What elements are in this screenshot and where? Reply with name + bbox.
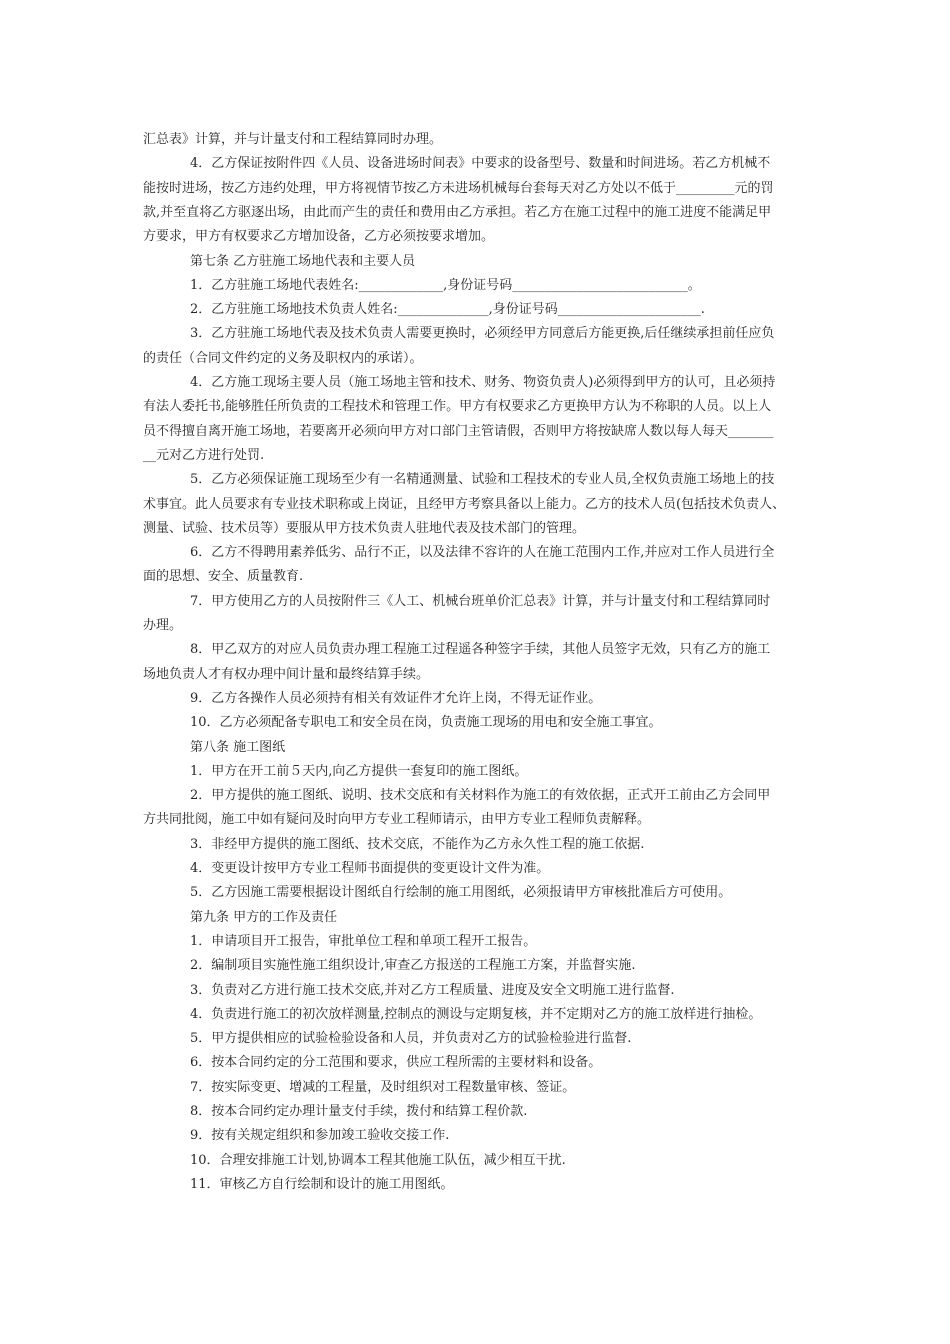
text-line: 4．变更设计按甲方专业工程师书面提供的变更设计文件为准。 <box>190 861 550 876</box>
text-line: 8．甲乙双方的对应人员负责办理工程施工过程遥各种签字手续，其他人员签字无效，只有乙方的施工 <box>190 642 771 657</box>
text-line: 7．按实际变更、增减的工程量，及时组织对工程数量审核、签证。 <box>190 1080 576 1095</box>
text-line: 能按时进场，按乙方违约处理，甲方将视情节按乙方未进场机械每台套每天对乙方处以不低于_________元的罚 <box>143 181 774 196</box>
text-line: 6．按本合同约定的分工范围和要求，供应工程所需的主要材料和设备。 <box>190 1055 602 1070</box>
text-line: 汇总表》计算，并与计量支付和工程结算同时办理。 <box>143 132 443 147</box>
text-line: 5．乙方必须保证施工现场至少有一名精通测量、试验和工程技术的专业人员,全权负责施工场地上的技 <box>190 472 775 487</box>
text-line: 4．乙方保证按附件四《人员、设备进场时间表》中要求的设备型号、数量和时间进场。若乙方机械不 <box>190 156 771 171</box>
text-line: 有法人委托书,能够胜任所负责的工程技术和管理工作。甲方有权要求乙方更换甲方认为不称职的人员。以上人 <box>143 399 772 414</box>
text-line: 第九条 甲方的工作及责任 <box>190 910 338 925</box>
text-line: 的责任（合同文件约定的义务及职权内的承诺）。 <box>143 351 423 366</box>
text-line: __元对乙方进行处罚. <box>143 448 265 463</box>
text-line: 2．甲方提供的施工图纸、说明、技术交底和有关材料作为施工的有效依据，正式开工前由乙方会同甲 <box>190 788 771 803</box>
text-line: 4．负责进行施工的初次放样测量,控制点的测设与定期复核，并不定期对乙方的施工放样进行抽检。 <box>190 1007 762 1022</box>
text-line: 6．乙方不得聘用素养低劣、品行不正，以及法律不容许的人在施工范围内工作,并应对工作人员进行全 <box>190 545 775 560</box>
text-line: 2．乙方驻施工场地技术负责人姓名:______________,身份证号码______________________. <box>190 302 705 317</box>
text-line: 8．按本合同约定办理计量支付手续，拨付和结算工程价款. <box>190 1104 528 1119</box>
text-line: 1．申请项目开工报告，审批单位工程和单项工程开工报告。 <box>190 934 537 949</box>
text-line: 测量、试验、技术员等）要服从甲方技术负责人驻地代表及技术部门的管理。 <box>143 521 586 536</box>
text-line: 员不得擅自离开施工场地，若要离开必须向甲方对口部门主管请假，否则甲方将按缺席人数以每人每天_______ <box>143 424 774 439</box>
text-line: 10．合理安排施工计划,协调本工程其他施工队伍，减少相互干扰. <box>190 1153 566 1168</box>
text-line: 7．甲方使用乙方的人员按附件三《人工、机械台班单价汇总表》计算，并与计量支付和工程结算同时 <box>190 594 771 609</box>
text-line: 1．甲方在开工前５天内,向乙方提供一套复印的施工图纸。 <box>190 764 528 779</box>
text-line: 3．负责对乙方进行施工技术交底,并对乙方工程质量、进度及安全文明施工进行监督. <box>190 983 675 998</box>
text-line: 面的思想、安全、质量教育. <box>143 569 304 584</box>
text-line: 第八条 施工图纸 <box>190 740 286 755</box>
text-line: 9．乙方各操作人员必须持有相关有效证件才允许上岗，不得无证作业。 <box>190 691 602 706</box>
text-line: 3．乙方驻施工场地代表及技术负责人需要更换时，必须经甲方同意后方能更换,后任继续承担前任应负 <box>190 326 775 341</box>
text-line: 办理。 <box>143 618 183 633</box>
text-line: 方要求，甲方有权要求乙方增加设备，乙方必须按要求增加。 <box>143 229 495 244</box>
text-line: 4．乙方施工现场主要人员（施工场地主管和技术、财务、物资负责人)必须得到甲方的认可，且必须持 <box>190 375 776 390</box>
text-line: 术事宜。此人员要求有专业技术职称或上岗证，且经甲方考察具备以上能力。乙方的技术人员(包括技术负责人、 <box>143 497 786 512</box>
text-line: 11．审核乙方自行绘制和设计的施工用图纸。 <box>190 1177 454 1192</box>
text-line: 款,并至直将乙方驱逐出场，由此而产生的责任和费用由乙方承担。若乙方在施工过程中的施工进度不能满足甲 <box>143 205 772 220</box>
text-line: 场地负责人才有权办理中间计量和最终结算手续。 <box>143 667 430 682</box>
text-line: 5．乙方因施工需要根据设计图纸自行绘制的施工用图纸，必须报请甲方审核批准后方可使用。 <box>190 885 732 900</box>
text-line: 5．甲方提供相应的试验检验设备和人员，并负责对乙方的试验检验进行监督. <box>190 1031 632 1046</box>
text-line: 方共同批阅，施工中如有疑问及时向甲方专业工程师请示，由甲方专业工程师负责解释。 <box>143 812 651 827</box>
text-line: 3．非经甲方提供的施工图纸、技术交底，不能作为乙方永久性工程的施工依据. <box>190 837 645 852</box>
text-line: 第七条 乙方驻施工场地代表和主要人员 <box>190 254 416 269</box>
text-line: 10．乙方必须配备专职电工和安全员在岗，负责施工现场的用电和安全施工事宜。 <box>190 715 662 730</box>
text-line: 2．编制项目实施性施工组织设计,审查乙方报送的工程施工方案，并监督实施. <box>190 958 636 973</box>
text-line: 1．乙方驻施工场地代表姓名:_____________,身份证号码___________________________。 <box>190 278 701 293</box>
text-line: 9．按有关规定组织和参加竣工验收交接工作. <box>190 1128 450 1143</box>
